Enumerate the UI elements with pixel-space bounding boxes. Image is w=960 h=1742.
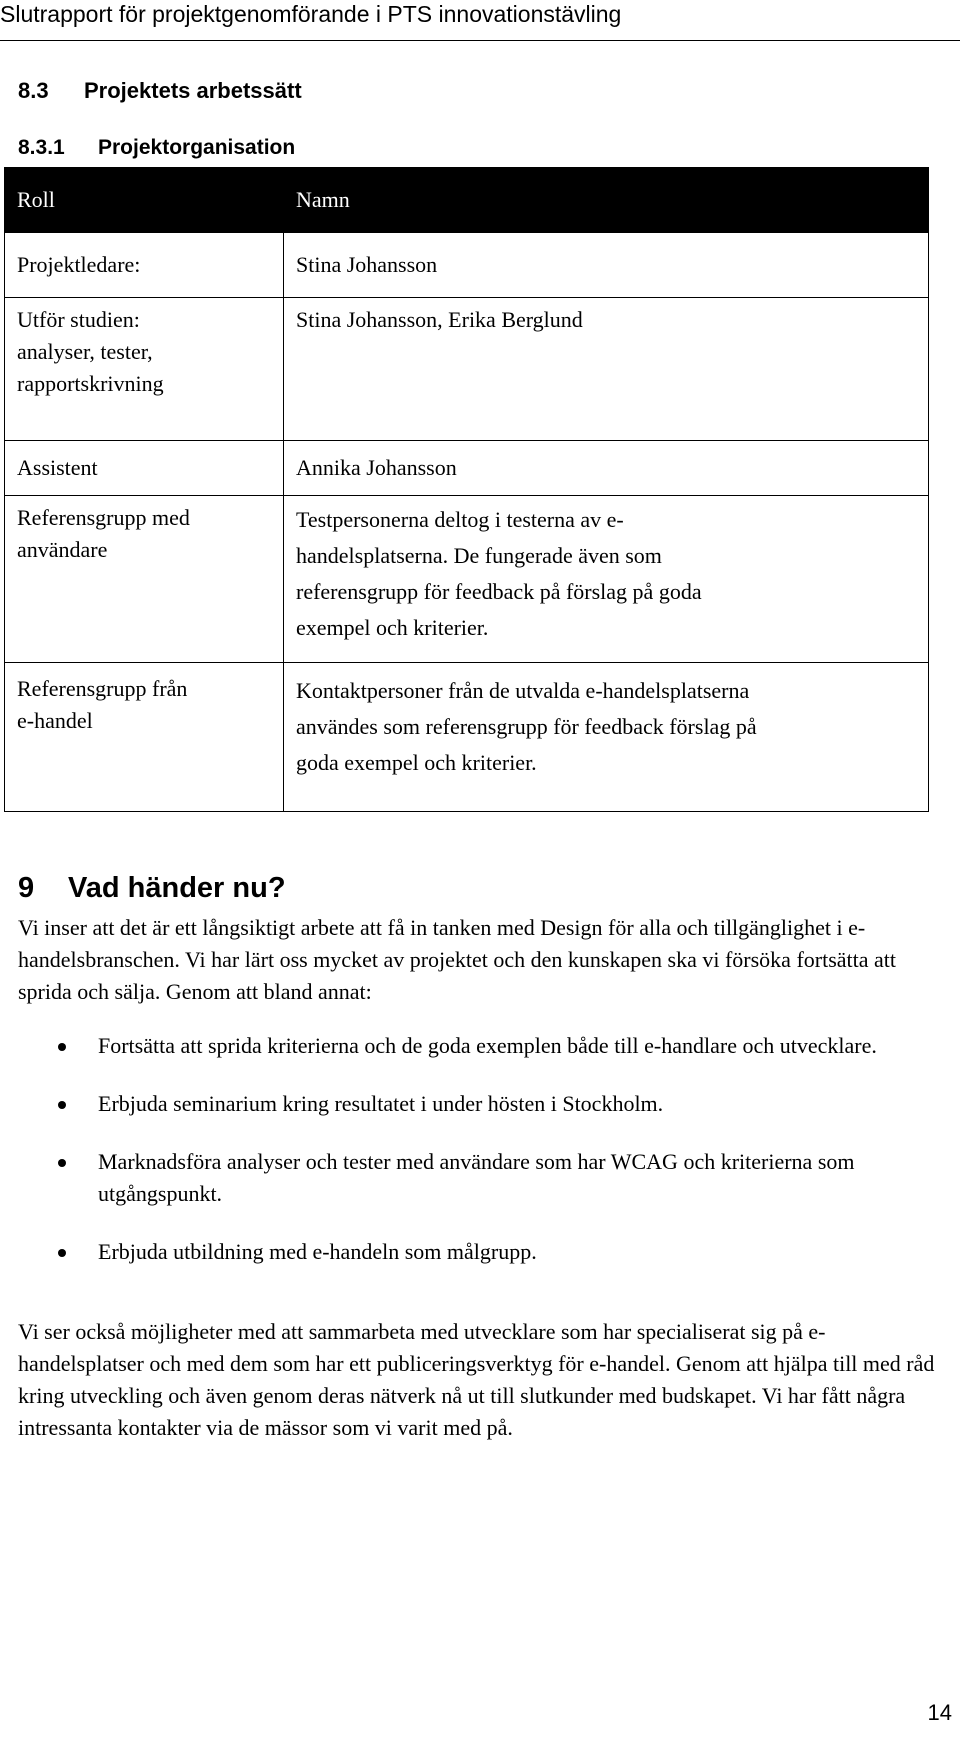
table-row xyxy=(5,441,929,496)
name-line: goda exempel och kriterier. xyxy=(296,750,537,775)
bullet-icon xyxy=(58,1159,66,1167)
name-line: Stina Johansson, Erika Berglund xyxy=(296,307,583,332)
role-line: Assistent xyxy=(17,455,98,480)
list-item-text: Erbjuda utbildning med e-handeln som målgrupp. xyxy=(98,1239,537,1264)
page-number: 14 xyxy=(927,1700,952,1725)
table-row xyxy=(5,233,929,298)
paragraph-intro: Vi inser att det är ett långsiktigt arbete att få in tanken med Design för alla och tillgänglighet i e-handelsbranschen. Vi har lärt oss mycket av projektet och den kunskapen ska vi försöka fortsätta att sprida och sälja. Genom att bland annat: xyxy=(18,915,897,1004)
section-9-heading xyxy=(18,872,286,905)
section-title: Projektorganisation xyxy=(98,136,296,159)
role-line: rapportskrivning xyxy=(17,371,164,396)
running-header-title: Slutrapport för projektgenomförande i PTS innovationstävling xyxy=(0,1,622,27)
list-item xyxy=(18,1146,942,1210)
name-cell xyxy=(284,233,929,298)
name-line: Stina Johansson xyxy=(296,252,438,277)
table-row xyxy=(5,496,929,663)
role-cell xyxy=(5,496,284,663)
name-line: referensgrupp för feedback på förslag på goda xyxy=(296,579,702,604)
role-cell xyxy=(5,663,284,812)
bullet-icon xyxy=(58,1249,66,1257)
role-cell xyxy=(5,441,284,496)
role-line: Utför studien: xyxy=(17,307,140,332)
name-cell xyxy=(284,441,929,496)
name-line: Testpersonerna deltog i testerna av e- xyxy=(296,507,624,532)
name-line: exempel och kriterier. xyxy=(296,615,489,640)
table-row xyxy=(5,663,929,812)
role-cell xyxy=(5,233,284,298)
bullet-list xyxy=(18,1030,942,1294)
table-row xyxy=(5,298,929,441)
section-8-3-heading xyxy=(18,78,302,104)
list-item-text: Marknadsföra analyser och tester med användare som har WCAG och kriterierna som utgångspunkt. xyxy=(98,1149,855,1206)
role-line: användare xyxy=(17,537,108,562)
section-number: 8.3.1 xyxy=(18,136,65,159)
list-item xyxy=(18,1030,942,1062)
bullet-icon xyxy=(58,1043,66,1051)
column-header-namn: Namn xyxy=(284,168,929,233)
name-line: användes som referensgrupp för feedback förslag på xyxy=(296,714,757,739)
section-number: 9 xyxy=(18,872,35,904)
list-item-text: Erbjuda seminarium kring resultatet i under hösten i Stockholm. xyxy=(98,1091,664,1116)
paragraph-outlook: Vi ser också möjligheter med att sammarbeta med utvecklare som har specialiserat sig på e-handelsplatser och med dem som har ett publiceringsverktyg för e-handel. Genom att hjälpa till med råd kring utveckling och även genom deras nätverk nå ut till slutkunder med budskapet. Vi har fått några intressanta kontakter via de mässor som vi varit med på. xyxy=(18,1319,935,1440)
name-line: Kontaktpersoner från de utvalda e-handelsplatserna xyxy=(296,678,750,703)
role-line: Referensgrupp från xyxy=(17,676,188,701)
running-header xyxy=(0,0,960,41)
role-line: Projektledare: xyxy=(17,252,141,277)
section-title: Projektets arbetssätt xyxy=(84,78,302,103)
name-cell xyxy=(284,496,929,663)
table-header-row xyxy=(5,168,929,233)
name-line: Annika Johansson xyxy=(296,455,457,480)
list-item xyxy=(18,1236,942,1268)
role-line: analyser, tester, xyxy=(17,339,153,364)
name-cell xyxy=(284,298,929,441)
name-cell xyxy=(284,663,929,812)
role-line: e-handel xyxy=(17,708,93,733)
organisation-table xyxy=(4,167,929,812)
role-line: Referensgrupp med xyxy=(17,505,190,530)
list-item xyxy=(18,1088,942,1120)
bullet-icon xyxy=(58,1101,66,1109)
name-line: handelsplatserna. De fungerade även som xyxy=(296,543,662,568)
role-cell xyxy=(5,298,284,441)
list-item-text: Fortsätta att sprida kriterierna och de goda exemplen både till e-handlare och utvecklare. xyxy=(98,1033,877,1058)
section-number: 8.3 xyxy=(18,78,49,103)
section-title: Vad händer nu? xyxy=(68,872,286,904)
column-header-roll: Roll xyxy=(5,168,284,233)
section-8-3-1-heading xyxy=(18,136,295,160)
